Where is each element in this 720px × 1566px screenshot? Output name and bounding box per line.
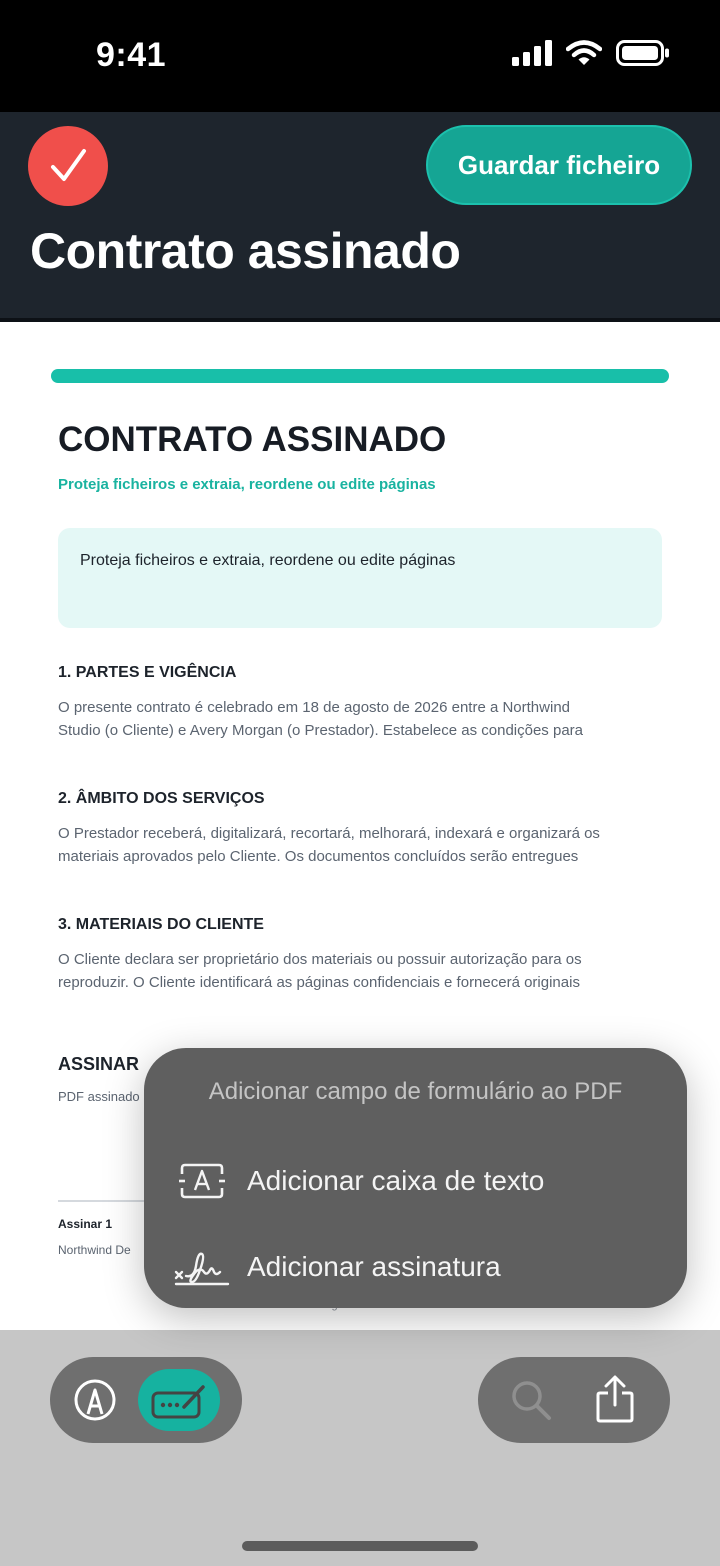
section-line: reproduzir. O Cliente identificará as páginas confidenciais e fornecerá originais <box>58 974 580 991</box>
signer-label: Assinar 1 <box>58 1217 113 1231</box>
status-bar <box>0 0 720 112</box>
document-title: CONTRATO ASSINADO <box>58 420 447 459</box>
tool-group-left <box>50 1357 242 1443</box>
section-line: Studio (o Cliente) e Avery Morgan (o Prestador). Estabelece as condições para <box>58 722 583 739</box>
status-icons <box>512 40 670 66</box>
wifi-icon <box>566 40 602 66</box>
battery-icon <box>616 40 670 66</box>
page-title: Contrato assinado <box>30 223 461 279</box>
home-indicator[interactable] <box>242 1541 478 1551</box>
search-icon <box>510 1379 552 1421</box>
done-button[interactable] <box>28 126 108 206</box>
section-heading: 2. ÂMBITO DOS SERVIÇOS <box>58 790 265 807</box>
signer-name: Northwind De <box>58 1243 131 1257</box>
menu-title: Adicionar campo de formulário ao PDF <box>208 1078 623 1105</box>
checkmark-icon <box>47 145 89 187</box>
share-icon <box>595 1375 635 1423</box>
save-file-button[interactable]: Guardar ficheiro <box>426 125 692 205</box>
header <box>0 112 720 320</box>
section-heading: 3. MATERIAIS DO CLIENTE <box>58 916 264 933</box>
search-button[interactable] <box>508 1377 554 1423</box>
markup-icon <box>73 1378 117 1422</box>
section-body <box>58 696 664 742</box>
section-body <box>58 948 664 994</box>
section-line: O presente contrato é celebrado em 18 de agosto de 2026 entre a Northwind <box>58 699 570 716</box>
document-accent-bar <box>51 369 669 383</box>
form-fill-icon <box>150 1379 208 1421</box>
document-subtitle: Proteja ficheiros e extraia, reordene ou edite páginas <box>58 476 436 493</box>
menu-item-label: Adicionar assinatura <box>247 1251 501 1282</box>
info-box <box>58 528 662 628</box>
cellular-signal-icon <box>512 40 552 66</box>
menu-item-add-signature[interactable] <box>144 1227 687 1307</box>
sign-heading: ASSINAR <box>58 1054 140 1074</box>
signature-icon <box>174 1243 230 1291</box>
form-field-menu <box>144 1048 687 1308</box>
tool-group-right <box>478 1357 670 1443</box>
form-fill-button[interactable] <box>138 1369 220 1431</box>
section-line: O Cliente declara ser proprietário dos materiais ou possuir autorização para os <box>58 951 582 968</box>
bottom-toolbar <box>0 1330 720 1566</box>
menu-item-label: Adicionar caixa de texto <box>247 1165 545 1196</box>
section-heading: 1. PARTES E VIGÊNCIA <box>58 664 237 681</box>
share-button[interactable] <box>592 1373 638 1425</box>
section-line: materiais aprovados pelo Cliente. Os documentos concluídos serão entregues <box>58 848 579 865</box>
text-box-icon <box>174 1157 230 1205</box>
markup-button[interactable] <box>72 1377 118 1423</box>
sign-subheading: PDF assinado <box>58 1089 140 1104</box>
menu-item-add-text-box[interactable] <box>144 1141 687 1221</box>
section-body <box>58 822 664 868</box>
status-time: 9:41 <box>96 36 167 74</box>
info-text: Proteja ficheiros e extraia, reordene ou edite páginas <box>80 552 456 569</box>
section-line: O Prestador receberá, digitalizará, recortará, melhorará, indexará e organizará os <box>58 825 600 842</box>
